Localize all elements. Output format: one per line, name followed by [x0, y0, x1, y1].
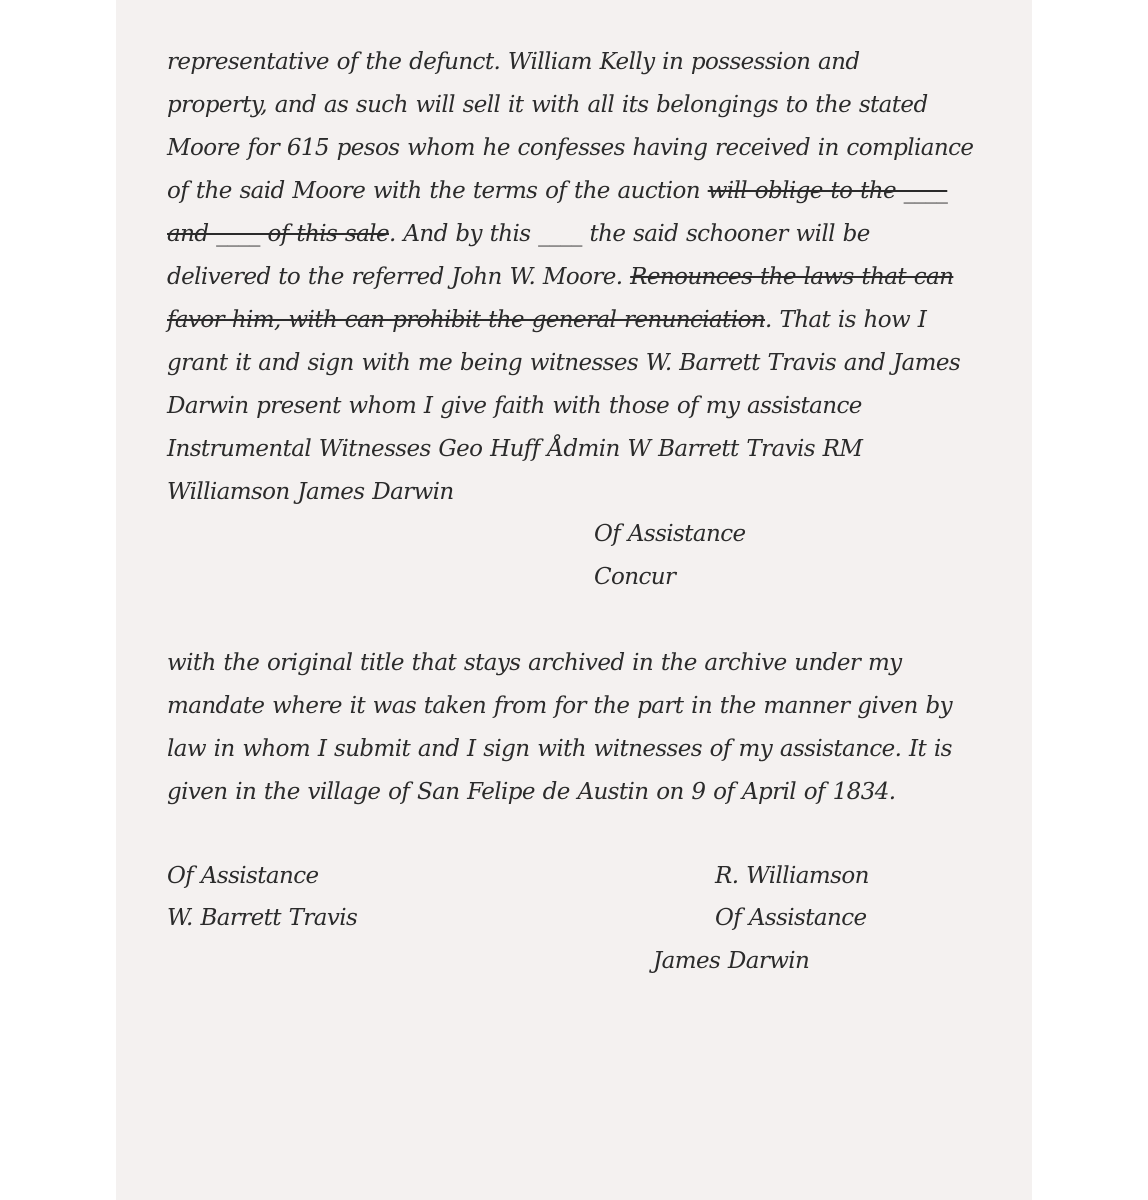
para1-line-6-text: delivered to the referred John W. Moore. [167, 264, 631, 290]
para2-line-3: law in whom I submit and I sign with witnesses of my assistance. It is [167, 736, 952, 762]
signature-left-name: W. Barrett Travis [167, 905, 358, 931]
para1-line-7-text: . That is how I [765, 307, 927, 333]
concur-label: Concur [594, 564, 676, 590]
signature-right-title: Of Assistance [715, 905, 867, 931]
para2-line-2: mandate where it was taken from for the part in the manner given by [167, 693, 952, 719]
signature-left-title: Of Assistance [167, 863, 319, 889]
para1-line-11: Williamson James Darwin [167, 479, 454, 505]
document-page [116, 0, 1032, 1200]
para1-line-5 [167, 218, 870, 250]
para1-line-3: Moore for 615 pesos whom he confesses having received in compliance [167, 135, 974, 161]
signature-right-name-2: James Darwin [653, 948, 810, 974]
para1-line-1: representative of the defunct. William Kelly in possession and [167, 49, 860, 75]
struck-text: will oblige to the ____ [707, 178, 948, 204]
para1-line-2: property, and as such will sell it with all its belongings to the stated [167, 92, 928, 118]
struck-text: favor him, with can prohibit the general renunciation [167, 307, 766, 333]
para1-line-7 [167, 304, 926, 336]
para1-line-4-text: of the said Moore with the terms of the auction [167, 178, 708, 204]
signature-right-name-1: R. Williamson [715, 863, 869, 889]
of-assistance-label: Of Assistance [594, 521, 746, 547]
para2-line-4: given in the village of San Felipe de Austin on 9 of April of 1834. [167, 779, 896, 805]
struck-text: and ____ of this sale [167, 221, 389, 247]
para1-line-5-text: . And by this ____ the said schooner will be [388, 221, 870, 247]
para1-line-10: Instrumental Witnesses Geo Huff Ådmin W Barrett Travis RM [167, 436, 863, 462]
struck-text: Renounces the laws that can [630, 264, 954, 290]
para1-line-6 [167, 261, 953, 293]
para1-line-8: grant it and sign with me being witnesses W. Barrett Travis and James [167, 350, 961, 376]
para2-line-1: with the original title that stays archived in the archive under my [167, 650, 902, 676]
para1-line-9: Darwin present whom I give faith with those of my assistance [167, 393, 862, 419]
para1-line-4 [167, 175, 947, 207]
